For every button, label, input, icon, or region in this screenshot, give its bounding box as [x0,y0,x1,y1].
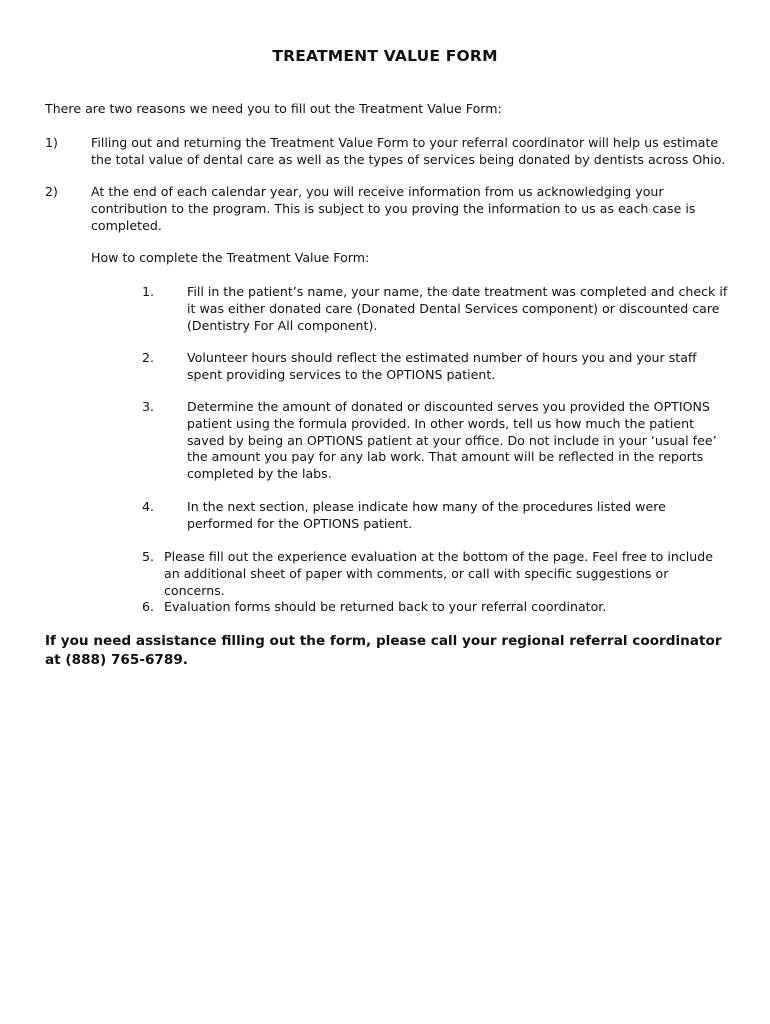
assistance-note: If you need assistance filling out the form, please call your regional referral coordinator at (888) 765-6789. [45,633,722,668]
step-item [142,599,732,616]
reason-text: At the end of each calendar year, you will receive information from us acknowledging your contribution to the program. This is subject to you proving the information to us as each case is completed. [91,184,696,233]
step-item [142,549,732,599]
reason-item [45,183,735,234]
step-item [142,350,732,384]
step-number: 1. [142,284,155,299]
reason-number: 1) [45,135,58,150]
reason-text: Filling out and returning the Treatment Value Form to your referral coordinator will help us estimate the total value of dental care as well as the types of services being donated by dentists across Ohio. [91,135,726,167]
step-item [142,399,732,483]
step-text: Determine the amount of donated or discounted serves you provided the OPTIONS patient using the formula provided. In other words, tell us how much the patient saved by being an OPTIONS patient at your office. Do not include in your ‘usual fee’ the amount you pay for any lab work. That amount will be reflected in the reports completed by the labs. [187,399,717,482]
page-title: TREATMENT VALUE FORM [272,47,498,65]
step-text: Please fill out the experience evaluation at the bottom of the page. Feel free to include an additional sheet of paper with comments, or call with specific suggestions or concerns. [164,549,713,598]
reason-item [45,134,735,168]
intro-text: There are two reasons we need you to fill out the Treatment Value Form: [45,101,502,116]
reason-number: 2) [45,184,58,199]
step-number: 5. [142,549,155,564]
step-item [142,284,732,334]
step-text: Fill in the patient’s name, your name, the date treatment was completed and check if it was either donated care (Donated Dental Services component) or discounted care (Dentistry For All component). [187,284,728,333]
step-number: 6. [142,599,155,614]
howto-heading: How to complete the Treatment Value Form: [91,250,370,265]
step-item [142,499,732,533]
step-number: 3. [142,399,155,414]
step-number: 4. [142,499,155,514]
step-number: 2. [142,350,155,365]
step-text: Evaluation forms should be returned back to your referral coordinator. [164,599,607,614]
step-text: In the next section, please indicate how many of the procedures listed were performed for the OPTIONS patient. [187,499,666,531]
step-text: Volunteer hours should reflect the estimated number of hours you and your staff spent providing services to the OPTIONS patient. [187,350,697,382]
